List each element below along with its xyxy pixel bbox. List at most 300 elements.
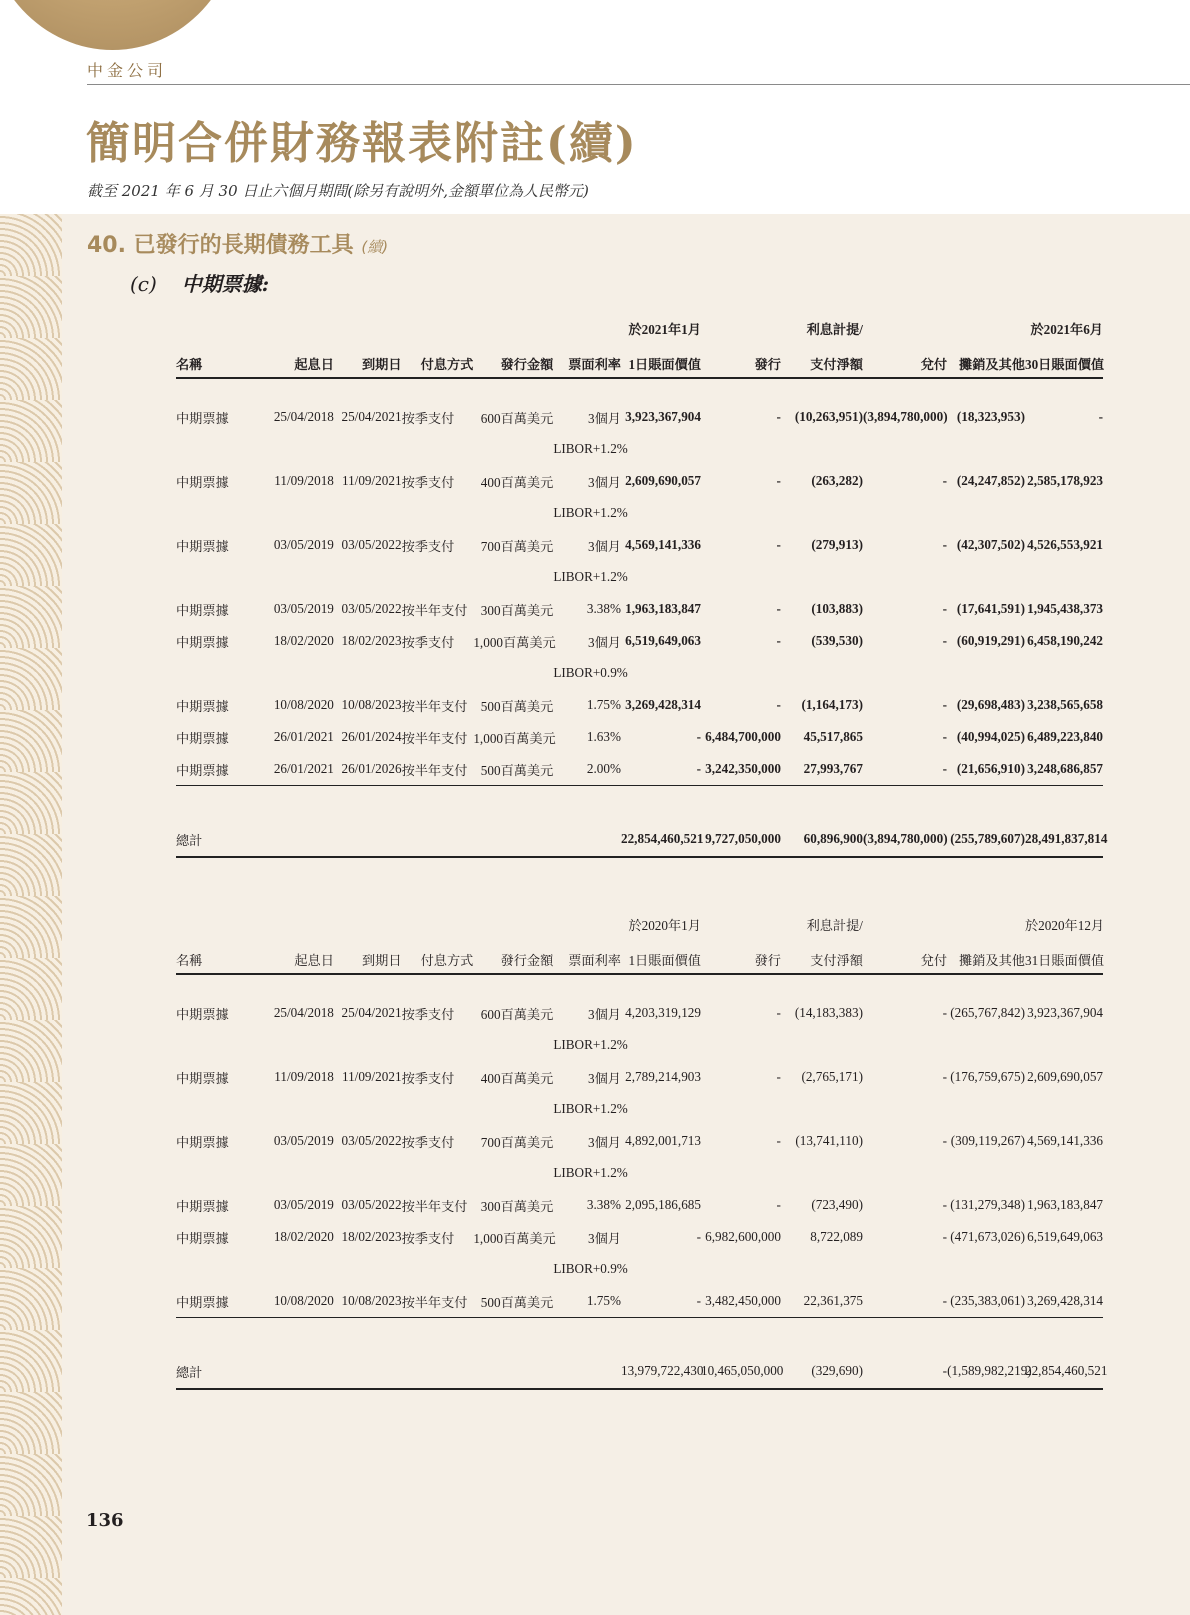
- cell-empty: [701, 1093, 781, 1125]
- cell-empty: [863, 1157, 947, 1189]
- sub-heading-title: 中期票據:: [181, 272, 270, 296]
- cell-interest: (13,741,110): [795, 1133, 863, 1148]
- column-header: [473, 307, 553, 342]
- cell-empty: [621, 497, 701, 529]
- cell-empty: [176, 497, 270, 529]
- cell-method: 按季支付: [401, 634, 455, 650]
- cell-maturity: 26/01/2024: [341, 729, 402, 744]
- cell-start: 03/05/2019: [273, 601, 334, 616]
- cell-empty: [334, 1354, 402, 1389]
- column-header: [947, 307, 1025, 342]
- cell-method: 按季支付: [401, 1006, 455, 1022]
- cell-empty: [473, 497, 553, 529]
- cell-interest: 45,517,865: [803, 729, 863, 744]
- cell-closing: 2,609,690,057: [1027, 1069, 1103, 1084]
- cell-empty: [473, 561, 553, 593]
- column-header: 利息計提/: [806, 918, 863, 933]
- column-header: 於2021年1月: [628, 322, 701, 337]
- cell-name: 中期票據: [176, 1134, 229, 1150]
- column-header: 到期日: [334, 342, 402, 378]
- cell-opening: -: [696, 729, 701, 744]
- table-row: [176, 465, 1103, 497]
- cell-empty: [402, 433, 474, 465]
- total-row: [176, 1354, 1103, 1389]
- column-header: 兌付: [863, 342, 947, 378]
- page-subtitle: 截至 2021 年 6 月 30 日止六個月期間(除另有說明外,金額單位為人民幣元): [87, 182, 589, 200]
- cell-empty: [473, 1157, 553, 1189]
- cell-name: 中期票據: [176, 1285, 270, 1318]
- cell-name: 中期票據: [176, 730, 229, 746]
- cell-start: 18/02/2020: [273, 633, 334, 648]
- cell-empty: [473, 1093, 553, 1125]
- cell-closing: 4,569,141,336: [1027, 1133, 1103, 1148]
- cell-empty: [402, 822, 474, 857]
- cell-amort: (131,279,348): [950, 1197, 1025, 1212]
- cell-empty: [701, 1253, 781, 1285]
- total-amort: (1,589,982,219): [947, 1354, 1025, 1389]
- cell-amount: 300百萬美元: [480, 1198, 554, 1214]
- cell-start: 10/08/2020: [270, 1285, 334, 1318]
- cell-empty: [781, 657, 863, 689]
- cell-interest: (539,530): [811, 633, 863, 648]
- header-divider: [87, 84, 1190, 85]
- cell-opening: -: [621, 1285, 701, 1318]
- cell-empty: [402, 1354, 474, 1389]
- column-header: [176, 903, 270, 938]
- column-header: [863, 307, 947, 342]
- cell-empty: [1025, 497, 1103, 529]
- cell-empty: [863, 433, 947, 465]
- cell-redeemed: -: [942, 697, 948, 712]
- cell-empty: [473, 657, 553, 689]
- cell-method: 按季支付: [401, 410, 455, 426]
- column-header: [553, 307, 621, 342]
- table-row: [176, 997, 1103, 1029]
- cell-rate-spread: LIBOR+1.2%: [553, 1165, 628, 1180]
- cell-empty: [781, 1093, 863, 1125]
- cell-interest: (14,183,383): [794, 1005, 863, 1020]
- column-header: 發行金額: [473, 938, 553, 974]
- cell-rate-spread: LIBOR+1.2%: [553, 1101, 628, 1116]
- cell-empty: [473, 433, 553, 465]
- column-header: 兌付: [863, 938, 947, 974]
- cell-empty: [270, 1157, 334, 1189]
- cell-maturity: 11/09/2021: [341, 1069, 402, 1084]
- column-header: [701, 903, 781, 938]
- cell-closing: 4,526,553,921: [1027, 537, 1103, 552]
- cell-empty: [270, 433, 334, 465]
- cell-redeemed: (3,894,780,000): [862, 409, 948, 424]
- cell-method: 按季支付: [401, 538, 455, 554]
- cell-rate: 3個月: [588, 634, 621, 650]
- cell-amount: 400百萬美元: [480, 1070, 554, 1086]
- cell-amort: (21,656,910): [947, 753, 1025, 786]
- cell-empty: [621, 657, 701, 689]
- cell-empty: [270, 1253, 334, 1285]
- column-header: 利息計提/: [806, 322, 863, 337]
- cell-closing: 6,489,223,840: [1027, 729, 1103, 744]
- cell-empty: [334, 433, 402, 465]
- header-row: [176, 342, 1103, 378]
- cell-empty: [947, 1253, 1025, 1285]
- cell-method: 按季支付: [401, 1134, 455, 1150]
- cell-opening: -: [621, 753, 701, 786]
- cell-maturity: 03/05/2022: [341, 1197, 402, 1212]
- cell-closing: 1,945,438,373: [1027, 601, 1103, 616]
- cell-empty: [947, 561, 1025, 593]
- cell-start: 26/01/2021: [270, 753, 334, 786]
- cell-method: 按半年支付: [401, 1198, 468, 1214]
- column-header: 名稱: [176, 938, 270, 974]
- cell-rate: 3個月: [588, 1134, 621, 1150]
- column-header: 30日賬面價值: [1025, 342, 1103, 378]
- cell-issued: 3,482,450,000: [701, 1285, 781, 1318]
- cell-empty: [1025, 1157, 1103, 1189]
- total-interest: (329,690): [781, 1354, 863, 1389]
- cell-empty: [402, 1253, 474, 1285]
- column-header: 票面利率: [553, 938, 621, 974]
- cell-empty: [1025, 1029, 1103, 1061]
- cell-opening: 3,269,428,314: [625, 697, 701, 712]
- table-row: [176, 1125, 1103, 1157]
- column-header: [270, 307, 334, 342]
- cell-name: 中期票據: [176, 1198, 229, 1214]
- cell-start: 11/09/2018: [274, 1069, 334, 1084]
- cell-amount: 400百萬美元: [480, 474, 554, 490]
- cell-empty: [270, 1029, 334, 1061]
- cell-empty: [402, 1093, 474, 1125]
- cell-closing: 2,585,178,923: [1027, 473, 1103, 488]
- table-row: [176, 1221, 1103, 1253]
- cell-empty: [701, 561, 781, 593]
- notes-table-2020: [176, 903, 1108, 1390]
- cell-start: 03/05/2019: [273, 1133, 334, 1148]
- section-continued: (續): [361, 238, 389, 256]
- cell-maturity: 18/02/2023: [341, 633, 402, 648]
- column-header: 支付淨額: [781, 342, 863, 378]
- cell-interest: 27,993,767: [781, 753, 863, 786]
- cell-method: 按半年支付: [401, 698, 468, 714]
- total-row: [176, 822, 1103, 857]
- row-gap: [176, 974, 1103, 997]
- cell-closing: 6,519,649,063: [1027, 1229, 1103, 1244]
- cell-amort: (60,919,291): [956, 633, 1025, 648]
- total-closing: 28,491,837,814: [1025, 822, 1103, 857]
- cell-empty: [701, 1029, 781, 1061]
- column-header: 發行: [701, 342, 781, 378]
- cell-empty: [621, 1253, 701, 1285]
- cell-empty: [863, 1253, 947, 1285]
- column-header: 發行金額: [473, 342, 553, 378]
- cell-name: 中期票據: [176, 474, 229, 490]
- cell-issued: -: [776, 1197, 781, 1212]
- cell-empty: [402, 561, 474, 593]
- cell-name: 中期票據: [176, 698, 229, 714]
- cell-rate: 3個月: [588, 1006, 621, 1022]
- column-header: 攤銷及其他: [947, 938, 1025, 974]
- cell-rate: 3個月: [588, 474, 621, 490]
- cell-name: 中期票據: [176, 634, 229, 650]
- cell-start: 10/08/2020: [273, 697, 334, 712]
- cell-redeemed: -: [863, 753, 947, 786]
- cell-issued: -: [776, 537, 781, 552]
- table-row: [176, 753, 1103, 786]
- cell-empty: [1025, 1253, 1103, 1285]
- notes-table-2021: [176, 307, 1108, 858]
- column-header: 攤銷及其他: [947, 342, 1025, 378]
- cell-empty: [701, 657, 781, 689]
- cell-start: 25/04/2018: [273, 409, 334, 424]
- section-heading: [87, 228, 388, 259]
- cell-redeemed: -: [942, 601, 948, 616]
- cell-empty: [1025, 657, 1103, 689]
- column-header: [402, 307, 474, 342]
- cell-maturity: 11/09/2021: [341, 473, 402, 488]
- column-header: [863, 903, 947, 938]
- cell-amort: (24,247,852): [956, 473, 1025, 488]
- row-gap: [176, 786, 1103, 823]
- cell-redeemed: -: [942, 1133, 948, 1148]
- cell-opening: 4,892,001,713: [625, 1133, 701, 1148]
- cell-start: 25/04/2018: [273, 1005, 334, 1020]
- cell-empty: [621, 433, 701, 465]
- cell-empty: [334, 1093, 402, 1125]
- cell-empty: [176, 561, 270, 593]
- cell-rate-spread: LIBOR+1.2%: [553, 505, 628, 520]
- cell-empty: [863, 1029, 947, 1061]
- column-header: 起息日: [270, 342, 334, 378]
- cell-empty: [947, 1093, 1025, 1125]
- cell-amort: (265,767,842): [950, 1005, 1025, 1020]
- cell-empty: [781, 561, 863, 593]
- cell-empty: [270, 657, 334, 689]
- table-row: [176, 625, 1103, 657]
- column-header: 支付淨額: [781, 938, 863, 974]
- table-row-rate-continuation: [176, 1157, 1103, 1189]
- cell-interest: (1,164,173): [801, 697, 863, 712]
- cell-rate: 1.75%: [553, 1285, 621, 1318]
- cell-start: 11/09/2018: [274, 473, 334, 488]
- cell-empty: [334, 1029, 402, 1061]
- cell-empty: [947, 1029, 1025, 1061]
- cell-issued: -: [776, 1005, 781, 1020]
- cell-redeemed: -: [942, 729, 948, 744]
- cell-name: 中期票據: [176, 410, 229, 426]
- column-header: [334, 903, 402, 938]
- cell-rate: 3個月: [588, 538, 621, 554]
- cell-empty: [402, 497, 474, 529]
- cell-maturity: 18/02/2023: [341, 1229, 402, 1244]
- cell-rate-spread: LIBOR+1.2%: [553, 1037, 628, 1052]
- column-header: [270, 903, 334, 938]
- cell-empty: [621, 1029, 701, 1061]
- cell-empty: [334, 657, 402, 689]
- cell-empty: [863, 657, 947, 689]
- column-header: 1日賬面價值: [621, 342, 701, 378]
- cell-issued: 3,242,350,000: [701, 753, 781, 786]
- column-header: 發行: [701, 938, 781, 974]
- cell-maturity: 03/05/2022: [341, 601, 402, 616]
- cell-rate: 3.38%: [586, 601, 621, 616]
- cell-empty: [270, 561, 334, 593]
- cell-redeemed: -: [942, 1005, 948, 1020]
- cell-method: 按半年支付: [401, 602, 468, 618]
- cell-empty: [701, 1157, 781, 1189]
- cell-empty: [270, 1093, 334, 1125]
- cell-empty: [621, 1157, 701, 1189]
- cell-empty: [621, 561, 701, 593]
- cell-method: 按季支付: [401, 1070, 455, 1086]
- cell-empty: [473, 1354, 553, 1389]
- table-row: [176, 593, 1103, 625]
- cell-name: 中期票據: [176, 1070, 229, 1086]
- section-number: 40.: [87, 233, 126, 258]
- total-label: 總計: [176, 1354, 270, 1389]
- cell-amort: (309,119,267): [950, 1133, 1025, 1148]
- cell-empty: [553, 1354, 621, 1389]
- cell-amount: 1,000百萬美元: [473, 634, 556, 650]
- cell-method: 按季支付: [401, 474, 455, 490]
- cell-amort: (42,307,502): [956, 537, 1025, 552]
- table-row-rate-continuation: [176, 561, 1103, 593]
- column-header: [402, 903, 474, 938]
- table-row: [176, 529, 1103, 561]
- table-row: [176, 689, 1103, 721]
- cell-closing: 3,923,367,904: [1027, 1005, 1103, 1020]
- cell-rate: 1.63%: [586, 729, 621, 744]
- cell-redeemed: -: [942, 1069, 948, 1084]
- column-header: 付息方式: [402, 342, 474, 378]
- cell-empty: [334, 561, 402, 593]
- cell-empty: [947, 433, 1025, 465]
- cell-opening: 2,609,690,057: [625, 473, 701, 488]
- cell-redeemed: -: [942, 1197, 948, 1212]
- cell-maturity: 26/01/2026: [334, 753, 402, 786]
- cell-maturity: 03/05/2022: [341, 537, 402, 552]
- table-row: [176, 1285, 1103, 1318]
- cell-start: 18/02/2020: [273, 1229, 334, 1244]
- table-row-rate-continuation: [176, 1029, 1103, 1061]
- header-row: [176, 903, 1103, 938]
- cell-empty: [781, 1029, 863, 1061]
- page-title: 簡明合併財務報表附註(續): [86, 118, 638, 169]
- cell-empty: [270, 1354, 334, 1389]
- cell-rate-spread: LIBOR+1.2%: [553, 569, 628, 584]
- column-header: [553, 903, 621, 938]
- cell-empty: [402, 657, 474, 689]
- cell-amort: (17,641,591): [956, 601, 1025, 616]
- cell-start: 03/05/2019: [273, 1197, 334, 1212]
- cell-empty: [334, 822, 402, 857]
- cell-empty: [1025, 1093, 1103, 1125]
- table-row-rate-continuation: [176, 1093, 1103, 1125]
- row-gap: [176, 1318, 1103, 1355]
- column-header: [334, 307, 402, 342]
- cell-closing: 1,963,183,847: [1027, 1197, 1103, 1212]
- cell-rate: 1.75%: [586, 697, 621, 712]
- column-header: [176, 307, 270, 342]
- total-closing: 22,854,460,521: [1025, 1354, 1103, 1389]
- cell-maturity: 25/04/2021: [341, 409, 402, 424]
- cell-empty: [334, 1157, 402, 1189]
- cell-interest: 22,361,375: [781, 1285, 863, 1318]
- cell-issued: -: [776, 1133, 781, 1148]
- cell-opening: -: [696, 1229, 701, 1244]
- column-header: 1日賬面價值: [621, 938, 701, 974]
- cell-maturity: 10/08/2023: [341, 697, 402, 712]
- cell-empty: [402, 1029, 474, 1061]
- table-row-rate-continuation: [176, 497, 1103, 529]
- cell-amort: (29,698,483): [956, 697, 1025, 712]
- cell-empty: [334, 1253, 402, 1285]
- total-opening: 22,854,460,521: [621, 822, 701, 857]
- table-row: [176, 1189, 1103, 1221]
- cell-method: 按半年支付: [402, 1285, 474, 1318]
- cell-redeemed: -: [863, 1285, 947, 1318]
- header-row: [176, 307, 1103, 342]
- sub-heading-letter: (c): [130, 272, 157, 296]
- header-row: [176, 938, 1103, 974]
- cell-amort: (176,759,675): [950, 1069, 1025, 1084]
- total-amort: (255,789,607): [947, 822, 1025, 857]
- cell-empty: [947, 657, 1025, 689]
- cell-redeemed: -: [942, 473, 948, 488]
- cell-issued: 6,982,600,000: [705, 1229, 781, 1244]
- table-row-rate-continuation: [176, 1253, 1103, 1285]
- cell-issued: -: [776, 409, 781, 424]
- cell-interest: (2,765,171): [801, 1069, 863, 1084]
- cell-empty: [176, 1253, 270, 1285]
- cell-empty: [701, 497, 781, 529]
- cell-amount: 500百萬美元: [473, 1285, 553, 1318]
- column-header: 31日賬面價值: [1025, 938, 1103, 974]
- cell-rate-spread: LIBOR+0.9%: [553, 665, 628, 680]
- column-header: 付息方式: [402, 938, 474, 974]
- cell-empty: [781, 433, 863, 465]
- cell-interest: (10,263,951): [794, 409, 863, 424]
- cell-empty: [270, 497, 334, 529]
- cell-empty: [947, 497, 1025, 529]
- cell-empty: [781, 1253, 863, 1285]
- cell-empty: [176, 657, 270, 689]
- column-header: [701, 307, 781, 342]
- cell-opening: 3,923,367,904: [625, 409, 701, 424]
- cell-empty: [701, 433, 781, 465]
- cell-rate: 3.38%: [586, 1197, 621, 1212]
- cell-empty: [553, 822, 621, 857]
- company-logo-emblem: [0, 0, 240, 50]
- cell-name: 中期票據: [176, 538, 229, 554]
- cell-amount: 600百萬美元: [480, 1006, 554, 1022]
- cell-empty: [863, 497, 947, 529]
- cell-opening: 4,203,319,129: [625, 1005, 701, 1020]
- page-number: 136: [86, 1510, 124, 1531]
- column-header: [473, 903, 553, 938]
- cell-empty: [334, 497, 402, 529]
- total-redeemed: -: [863, 1354, 947, 1389]
- table-row-rate-continuation: [176, 433, 1103, 465]
- cell-empty: [621, 1093, 701, 1125]
- column-header: [947, 903, 1025, 938]
- cell-opening: 2,095,186,685: [625, 1197, 701, 1212]
- cell-rate: 2.00%: [553, 753, 621, 786]
- cell-empty: [1025, 433, 1103, 465]
- cell-opening: 4,569,141,336: [625, 537, 701, 552]
- cell-empty: [781, 497, 863, 529]
- row-gap: [176, 378, 1103, 401]
- cell-closing: 6,458,190,242: [1027, 633, 1103, 648]
- cell-amort: (40,994,025): [956, 729, 1025, 744]
